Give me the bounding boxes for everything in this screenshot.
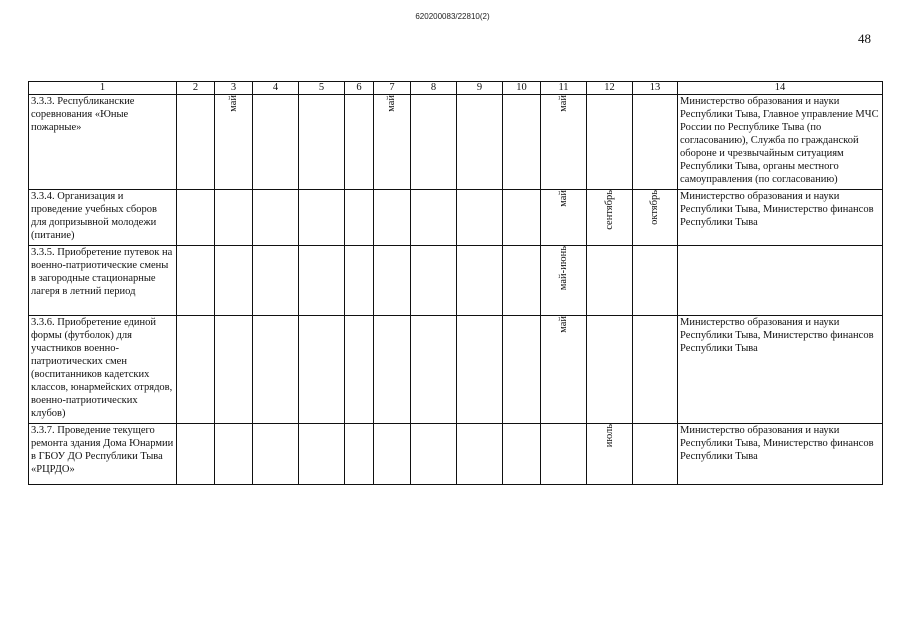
- activity-cell: 3.3.6. Приобретение единой формы (футболок) для участников военно-патриотических смен (воспитанников кадетских классов, юнармейских отрядов, военно-патриотических клубов): [29, 316, 177, 424]
- month-mark: октябрь: [649, 190, 660, 225]
- month-mark: июль: [603, 424, 615, 448]
- column-header: 14: [678, 82, 883, 95]
- header-row: [29, 82, 883, 95]
- column-header: 8: [411, 82, 457, 95]
- activity-cell: 3.3.5. Приобретение путевок на военно-патриотические смены в загородные стационарные лагеря в летний период: [29, 246, 177, 316]
- table-row: [29, 246, 883, 316]
- responsible-cell: Министерство образования и науки Республики Тыва, Министерство финансов Республики Тыва: [678, 424, 883, 485]
- column-header: 3: [215, 82, 253, 95]
- month-mark: май-июнь: [557, 246, 569, 291]
- column-header: 6: [345, 82, 374, 95]
- activity-cell: 3.3.4. Организация и проведение учебных сборов для допризывной молодежи (питание): [29, 190, 177, 246]
- schedule-table: [28, 81, 883, 485]
- responsible-cell: Министерство образования и науки Республики Тыва, Министерство финансов Республики Тыва: [678, 316, 883, 424]
- month-mark: май: [227, 95, 239, 112]
- table-row: [29, 316, 883, 424]
- column-header: 13: [633, 82, 678, 95]
- column-header: 4: [253, 82, 299, 95]
- column-header: 1: [29, 82, 177, 95]
- column-header: 2: [177, 82, 215, 95]
- responsible-cell: Министерство образования и науки Республики Тыва, Министерство финансов Республики Тыва: [678, 190, 883, 246]
- column-header: 7: [374, 82, 411, 95]
- table-row: [29, 95, 883, 190]
- month-mark: май: [386, 95, 397, 112]
- month-mark: май: [557, 95, 569, 112]
- month-mark: сентябрь: [603, 190, 615, 230]
- activity-cell: 3.3.3. Республиканские соревнования «Юные пожарные»: [29, 95, 177, 190]
- column-header: 12: [587, 82, 633, 95]
- responsible-cell: Министерство образования и науки Республики Тыва, Главное управление МЧС России по Республике Тыва (по согласованию), Служба по гражданской обороне и чрезвычайным ситуациям Республики Тыва, органы местного самоуправления (по согласованию): [678, 95, 883, 190]
- table-row: [29, 190, 883, 246]
- column-header: 11: [541, 82, 587, 95]
- document-id: 620200083/22810(2): [415, 12, 490, 21]
- activity-cell: 3.3.7. Проведение текущего ремонта здания Дома Юнармии в ГБОУ ДО Республики Тыва «РЦРДО»: [29, 424, 177, 485]
- column-header: 10: [503, 82, 541, 95]
- responsible-cell: [678, 246, 883, 316]
- page-number: 48: [858, 31, 871, 46]
- table-row: [29, 424, 883, 485]
- month-mark: май: [557, 316, 569, 333]
- column-header: 5: [299, 82, 345, 95]
- column-header: 9: [457, 82, 503, 95]
- month-mark: май: [557, 190, 569, 207]
